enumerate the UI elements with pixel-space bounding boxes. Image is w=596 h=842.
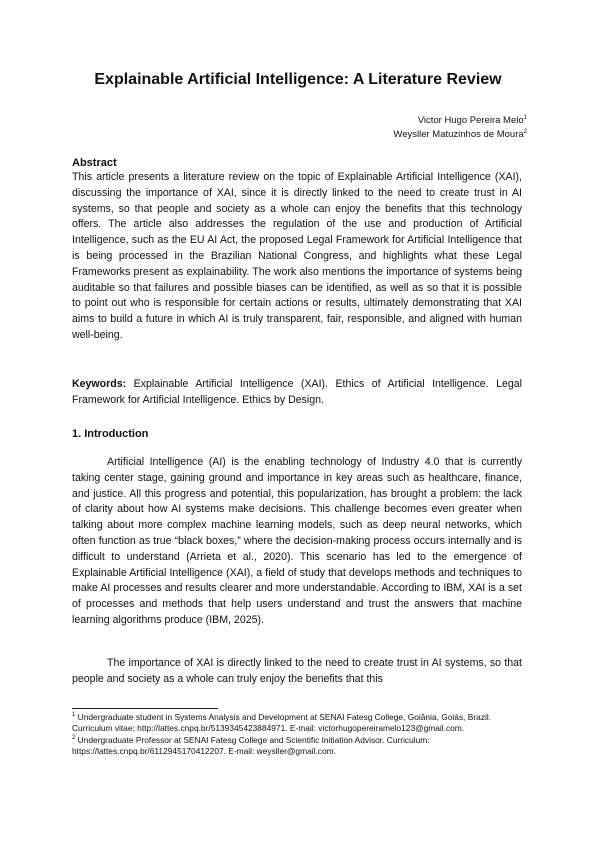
footnote-mark: 2 (72, 735, 76, 742)
keywords-label: Keywords: (72, 378, 127, 390)
introduction-paragraph-1: Artificial Intelligence (AI) is the enabling technology of Industry 4.0 that is currently taking center stage, gaining ground and importance in key areas such as healthcare, finance, and justice. All this progress and potential, this popularization, has brought a problem: the lack of clarity about how AI systems make decisions. This challenge becomes even greater when talking about more complex machine learning models, such as deep neural networks, which often function as true “black boxes,” where the decision-making process occurs internally and is difficult to understand (Arrieta et al., 2020). This scenario has led to the emergence of Explainable Artificial Intelligence (XAI), a field of study that develops methods and techniques to make AI processes and results clearer and more understandable. According to IBM, XAI is a set of processes and methods that help users understand and trust the answers that machine learning algorithms produce (IBM, 2025). (72, 456, 522, 626)
author-list (393, 114, 527, 142)
introduction-paragraph-2: The importance of XAI is directly linked to the need to create trust in AI systems, so that people and society as a whole can truly enjoy the benefits that this (72, 657, 522, 685)
footnote-2 (72, 735, 522, 758)
abstract-heading: Abstract (72, 157, 117, 169)
author-2 (393, 128, 527, 142)
keywords (72, 377, 522, 409)
footnote-mark: 1 (523, 114, 527, 121)
author-name: Weysller Matuzinhos de Moura (393, 129, 524, 140)
footnote-mark: 2 (523, 128, 527, 135)
footnote-1 (72, 712, 522, 735)
keywords-text: Explainable Artificial Intelligence (XAI). Ethics of Artificial Intelligence. Legal Framework for Artificial Intelligence. Ethics by Design. (72, 378, 522, 406)
author-name: Victor Hugo Pereira Melo (417, 115, 524, 126)
author-1 (393, 114, 527, 128)
footnote-separator (72, 708, 218, 709)
abstract-text: This article presents a literature review on the topic of Explainable Artificial Intelligence (XAI), discussing the importance of XAI, since it is directly linked to the need to create trust in AI systems, so that people and society as a whole can enjoy the benefits that this technology offers. The article also addresses the regulation of the use and production of Artificial Intelligence, such as the EU AI Act, the proposed Legal Framework for Artificial Intelligence that is being processed in the Brazilian National Congress, and highlights what these Legal Frameworks present as explainability. The work also mentions the importance of systems being auditable so that failures and possible biases can be identified, as well as so that it is possible to point out who is responsible for certain actions or results, ultimately demonstrating that XAI aims to build a future in which AI is truly transparent, fair, responsible, and aligned with human well-being. (72, 171, 522, 341)
paper-title: Explainable Artificial Intelligence: A Literature Review (94, 71, 502, 88)
section-heading-introduction: 1. Introduction (72, 428, 149, 440)
footnote-text: Undergraduate student in Systems Analysis and Development at SENAI Fatesg College, Goiânia, Goiás, Brazil. Curriculum vitae: http://lattes.cnpq.br/5139345423884971. E-mail: victorhugopereiramelo123@gmail.com. (72, 712, 492, 734)
footnotes (72, 712, 522, 758)
footnote-mark: 1 (72, 712, 76, 719)
footnote-text: Undergraduate Professor at SENAI Fatesg College and Scientific Initiation Advisor. Curriculum: https://lattes.cnpq.br/6112945170412207. E-mail: weysller@gmail.com. (72, 734, 430, 757)
